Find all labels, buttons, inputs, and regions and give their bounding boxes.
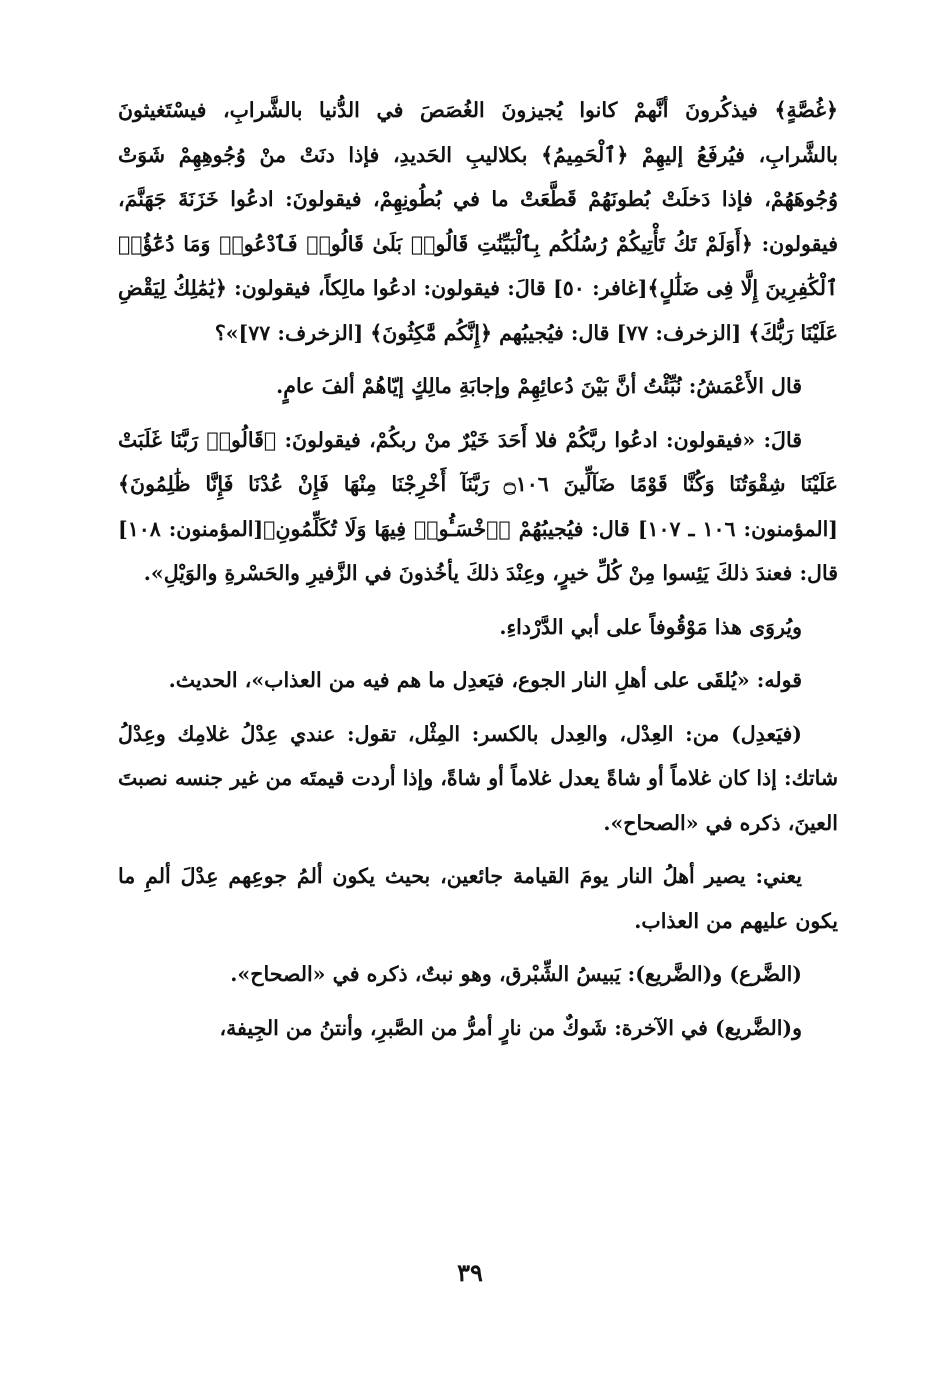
paragraph-6: (فيَعدِل) من: العِدْل، والعِدل بالكسر: المِثْل، تقول: عندي عِدْلُ غلامِك وعِدْلُ شاتك: إذا كان غلاماً أو شاةً يعدل غلاماً أو شاةً، وإذا أردت قيمتَه من غير جنسه نصبتَ العينَ، ذكره في «الصحاح».	[118, 721, 838, 835]
paragraph-2: قال الأَعْمَشُ: نُبِّئْتُ أنَّ بَيْنَ دُعائِهِمْ وإجابَةِ مالِكٍ إيّاهُمْ ألفَ عامٍ.	[276, 374, 802, 398]
paragraph-3: قالَ: «فيقولون: ادعُوا ربَّكُمْ فلا أَحَدَ خَيْرٌ منْ ربكُمْ، فيقولونَ: ﴿قَالُوا۟ رَبَّنَا غَلَبَتْ عَلَيْنَا شِقْوَتُنَا وَكُنَّا قَوْمًا ضَآلِّينَ ۝١٠٦ رَبَّنَآ أَخْرِجْنَا مِنْهَا فَإِنْ عُدْنَا فَإِنَّا ظَٰلِمُونَ﴾[المؤمنون: ١٠٦ ـ ١٠٧] قال: فيُجيبُهُمْ ﴿ٱخْسَـُٔوا۟ فِيهَا وَلَا تُكَلِّمُونِ﴾[المؤمنون: ١٠٨] قال: فعندَ ذلكَ يَئِسوا مِنْ كُلِّ خيرٍ، وعِنْدَ ذلكَ يأخُذونَ في الزَّفيرِ والحَسْرةِ والوَيْلِ».	[118, 427, 839, 585]
paragraph-7: يعني: يصير أهلُ النار يومَ القيامة جائعين، بحيث يكون ألمُ جوعِهم عِدْلَ ألمِ ما يكون عليهم من العذاب.	[118, 864, 838, 933]
page-body	[118, 88, 838, 1268]
paragraph-4: ويُروَى هذا مَوْقُوفاً على أبي الدَّرْداءِ.	[499, 614, 802, 639]
paragraph-1: ﴿غُصَّةٍ﴾ فيذكُرونَ أنَّهمْ كانوا يُجيزونَ الغُصَصَ في الدُّنيا بالشَّرابِ، فيسْتَغيثونَ بالشَّرابِ، فيُرفَعُ إليهِمْ ﴿ٱلْحَمِيمُ﴾ بكلاليبِ الحَديدِ، فإذا دنَتْ منْ وُجُوهِهِمْ شَوَتْ وُجُوهَهُمْ، فإذا دَخلَتْ بُطونَهُمْ قَطَّعَتْ ما في بُطُونِهِمْ، فيقولونَ: ادعُوا خَزَنَةَ جَهَنَّمَ، فيقولون: ﴿أَوَلَمْ تَكُ تَأْتِيكُمْ رُسُلُكُم بِٱلْبَيِّنَٰتِ قَالُوا۟ بَلَىٰ قَالُوا۟ فَٱدْعُوا۟ وَمَا دُعَٰٓؤُا۟ ٱلْكَٰفِرِينَ إِلَّا فِى ضَلَٰلٍ﴾[غافر: ٥٠] قالَ: فيقولون: ادعُوا مالِكاً، فيقولون: ﴿يَٰمَٰلِكُ لِيَقْضِ عَلَيْنَا رَبُّكَ﴾ [الزخرف: ٧٧] قال: فيُجيبُهم ﴿إِنَّكُم مَّٰكِثُونَ﴾ [الزخرف: ٧٧]»؟	[118, 98, 838, 345]
paragraph-8: (الضَّرع) و(الضَّريع): يَبيسُ الشِّبْرق، وهو نبتٌ، ذكره في «الصحاح».	[230, 962, 802, 986]
paragraph-5: قوله: «يُلقَى على أهلِ النار الجوع، فيَعدِل ما هم فيه من العذاب»، الحديث.	[168, 668, 802, 692]
page-number: ٣٩	[457, 1258, 483, 1287]
paragraph-9: و(الضَّريع) في الآخرة: شَوكٌ من نارٍ أمرُّ من الصَّبرِ، وأنتنُ من الجِيفة،	[219, 1015, 802, 1040]
